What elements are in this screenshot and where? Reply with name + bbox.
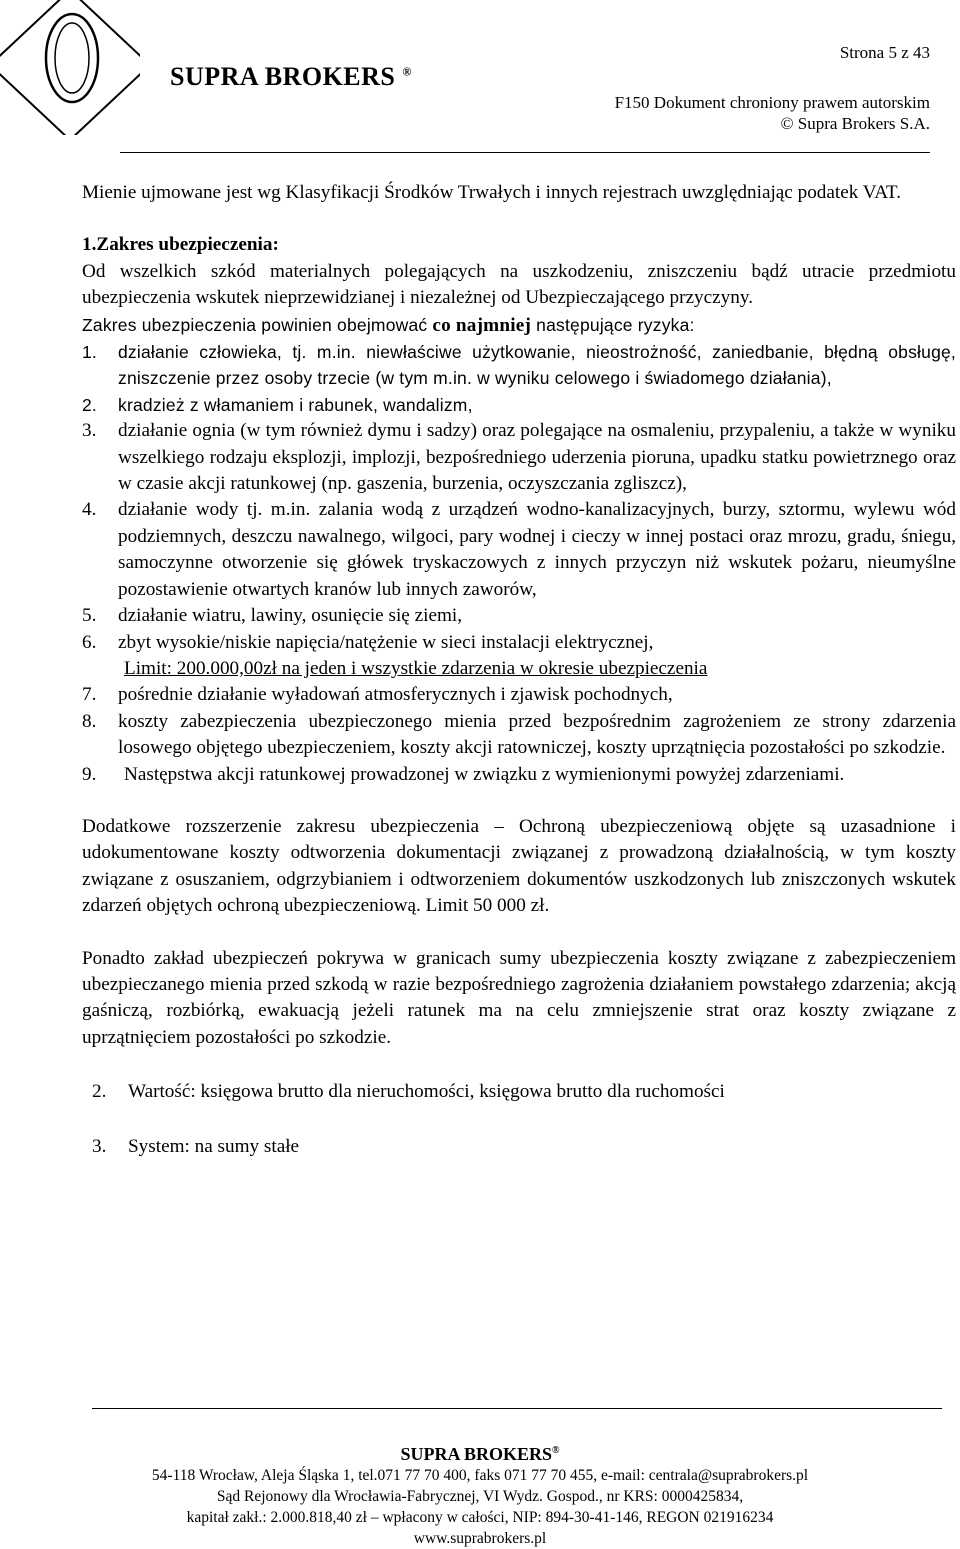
page-number: Strona 5 z 43 xyxy=(839,43,930,62)
header-brand-text xyxy=(170,62,412,92)
footer-capital: kapitał zakł.: 2.000.818,40 zł – wpłacony w całości, NIP: 894-30-41-146, REGON 021916234 xyxy=(186,1509,774,1526)
copyright-line: © Supra Brokers S.A. xyxy=(780,114,930,133)
footer-website[interactable]: www.suprabrokers.pl xyxy=(413,1530,547,1547)
footer-brand-mark: ® xyxy=(552,1445,560,1456)
item-text: Następstwa akcji ratunkowej prowadzonej w związku z wymienionymi powyżej zdarzeniami. xyxy=(124,763,845,785)
list-item xyxy=(82,603,956,629)
value-item xyxy=(82,1079,956,1105)
footer-address: 54-118 Wrocław, Aleja Śląska 1, tel.071 77 70 400, faks 071 77 70 455, e-mail: centrala@suprabrokers.pl xyxy=(151,1467,809,1484)
intro-paragraph: Mienie ujmowane jest wg Klasyfikacji Środków Trwałych i innych rejestrach uwzględniając podatek VAT. xyxy=(82,182,902,203)
list-item xyxy=(82,630,956,683)
risks-intro-bold: co najmniej xyxy=(432,314,532,336)
item-text: działanie ognia (w tym również dymu i sadzy) oraz polegające na osmaleniu, przypaleniu, a także w wyniku wszelkiego rodzaju eksplozji, implozji, bezpośredniego uderzenia pioruna, upadku statku powietrznego oraz w czasie akcji ratunkowej (np. gaszenia, burzenia, oczyszczania zgliszcz), xyxy=(118,420,956,495)
item-number: 4. xyxy=(82,499,97,521)
supra-brokers-logo xyxy=(0,0,140,135)
risks-list xyxy=(82,339,956,788)
list-item xyxy=(82,709,956,762)
section-text: Od wszelkich szkód materialnych polegających na uszkodzeniu, zniszczeniu bądź utracie przedmiotu ubezpieczenia wskutek nieprzewidzianej i niezależnej od Ubezpieczającego przyczyny. xyxy=(82,260,956,309)
risks-intro xyxy=(82,312,956,339)
page-footer xyxy=(0,1440,960,1549)
footer-divider xyxy=(92,1408,942,1409)
item-number: 7. xyxy=(82,684,97,706)
list-item xyxy=(82,339,956,392)
list-item xyxy=(82,418,956,497)
item-number: 8. xyxy=(82,710,97,732)
item-number: 5. xyxy=(82,605,97,627)
footer-court: Sąd Rejonowy dla Wrocławia-Fabrycznej, VI Wydz. Gospod., nr KRS: 0000425834, xyxy=(216,1488,744,1505)
item-text: zbyt wysokie/niskie napięcia/natężenie w sieci instalacji elektrycznej, xyxy=(118,631,654,653)
item-text: działanie wody tj. m.in. zalania wodą z urządzeń wodno-kanalizacyjnych, burzy, sztormu, wylewu wód podziemnych, deszczu nawalnego, wilgoci, pary wodnej i cieczy w innej postaci oraz mrozu, gradu, śniegu, samoczynne otworzenie się główek tryskaczowych z innych przyczyn niż wskutek pożaru, nieumyślne pozostawienie otwartych kranów lub innych zaworów, xyxy=(118,499,956,600)
item-text: działanie wiatru, lawiny, osunięcie się ziemi, xyxy=(118,605,463,627)
extension-paragraph: Dodatkowe rozszerzenie zakresu ubezpieczenia – Ochroną ubezpieczeniową objęte są uzasadnione i udokumentowane koszty odtworzenia dokumentacji związanej z prowadzoną działalnością, w tym koszty związane z osuszaniem, odgrzybianiem i odtworzeniem dokumentów uszkodzonych lub zniszczonych wskutek zdarzeń objętych ochroną ubezpieczeniową. Limit 50 000 zł. xyxy=(82,815,956,917)
document-label: F150 Dokument chroniony prawem autorskim xyxy=(614,93,930,112)
item-number: 1. xyxy=(82,342,97,363)
brand-mark: ® xyxy=(402,64,412,79)
item-text: Wartość: księgowa brutto dla nieruchomości, księgowa brutto dla ruchomości xyxy=(128,1081,725,1103)
item-number: 9. xyxy=(82,763,97,785)
item-text: działanie człowieka, tj. m.in. niewłaściwe użytkowanie, nieostrożność, zaniedbanie, błędną obsługę, zniszczenie przez osoby trzecie (w tym m.in. w wyniku celowego i świadomego działania), xyxy=(118,342,956,389)
footer-brand xyxy=(0,1440,960,1465)
document-body xyxy=(82,180,956,1160)
item-text: pośrednie działanie wyładowań atmosferycznych i zjawisk pochodnych, xyxy=(118,684,673,706)
item-text: koszty zabezpieczenia ubezpieczonego mienia przed bezpośrednim zagrożeniem ze strony zdarzenia losowego objętego ubezpieczeniem, koszty akcji ratowniczej, koszty uprzątnięcia pozostałości po szkodzie. xyxy=(118,710,956,759)
risks-intro-tail: następujące ryzyka: xyxy=(536,314,695,335)
section-heading: 1.Zakres ubezpieczenia: xyxy=(82,234,279,256)
list-item xyxy=(82,392,956,418)
item-text: System: na sumy stałe xyxy=(128,1135,300,1157)
additional-costs-paragraph: Ponadto zakład ubezpieczeń pokrywa w granicach sumy ubezpieczenia koszty związane z zabezpieczeniem ubezpieczanego mienia przed szkodą w razie bezpośredniego zagrożenia działaniem powstałego zdarzenia; akcją gaśniczą, rozbiórką, ewakuacją jeżeli ratunek ma na celu zmniejszenie strat oraz koszty związane z uprzątnięciem pozostałości po szkodzie. xyxy=(82,947,956,1048)
list-item xyxy=(82,762,956,788)
list-item xyxy=(82,682,956,708)
header-divider xyxy=(120,152,930,153)
item-number: 6. xyxy=(82,631,97,653)
system-item xyxy=(82,1134,956,1160)
limit-note: Limit: 200.000,00zł na jeden i wszystkie zdarzenia w okresie ubezpieczenia xyxy=(124,657,708,679)
brand-name: SUPRA BROKERS xyxy=(170,62,396,91)
list-item xyxy=(82,497,956,603)
item-number: 2. xyxy=(82,394,97,415)
item-number: 3. xyxy=(82,420,97,442)
item-number: 3. xyxy=(92,1135,107,1157)
footer-brand-name: SUPRA BROKERS xyxy=(400,1444,553,1464)
risks-intro-text: Zakres ubezpieczenia powinien obejmować xyxy=(82,314,428,335)
item-text: kradzież z włamaniem i rabunek, wandalizm, xyxy=(118,394,473,415)
item-number: 2. xyxy=(92,1081,107,1103)
